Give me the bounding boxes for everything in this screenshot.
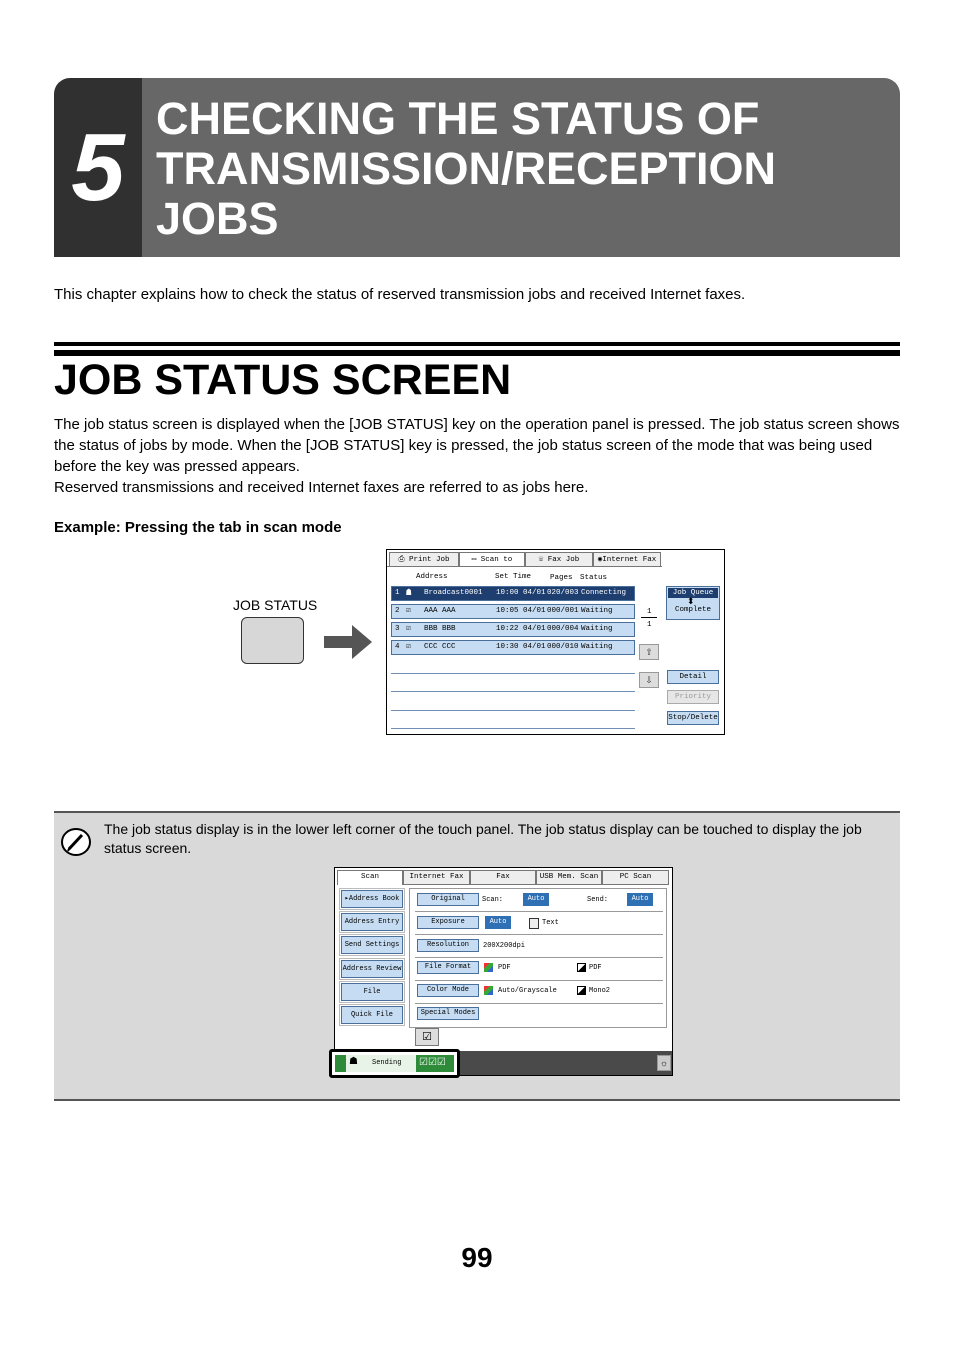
resolution-button[interactable]: Resolution xyxy=(417,939,479,952)
paragraph-2: Reserved transmissions and received Internet faxes are referred to as jobs here. xyxy=(54,479,589,496)
job-status-screen xyxy=(386,549,725,735)
empty-row-line xyxy=(391,691,635,692)
scan-mode-screen xyxy=(334,867,673,1076)
pencil-note-icon xyxy=(60,827,92,857)
page-total: 1 xyxy=(647,621,652,629)
tab-print-job[interactable]: ⎙ Print Job xyxy=(389,552,459,566)
arrow-down-icon: ⇩ xyxy=(645,675,653,685)
section-paragraph xyxy=(54,414,900,498)
scan-job-icon: ☑ xyxy=(406,643,411,651)
color-mode-value: Auto/Grayscale xyxy=(498,987,557,995)
send-label: Send: xyxy=(587,896,609,904)
pdf-color-label: PDF xyxy=(498,964,511,972)
tab-pc-scan[interactable]: PC Scan xyxy=(602,870,669,885)
mono-icon xyxy=(577,986,586,995)
address-review-button[interactable]: Address Review xyxy=(341,960,403,978)
queued-jobs-icon: ☑☑☑ xyxy=(419,1057,446,1068)
pdf-mono-label: PDF xyxy=(589,964,602,972)
resolution-value: 200X200dpi xyxy=(483,942,526,950)
empty-row-line xyxy=(391,728,635,729)
mono-mode-value: Mono2 xyxy=(589,987,611,995)
triangle-right-icon: ▸ xyxy=(344,895,349,903)
row-divider xyxy=(415,1003,663,1004)
chapter-title: CHECKING THE STATUS OF TRANSMISSION/RECEPTION JOBS xyxy=(156,93,777,244)
header-address: Address xyxy=(416,573,448,581)
page-current: 1 xyxy=(647,608,652,616)
fax-icon: ☏ xyxy=(538,556,544,564)
job-status-key-label: JOB STATUS xyxy=(233,597,318,613)
chapter-number: 5 xyxy=(71,114,125,221)
tab-usb-mem-scan[interactable]: USB Mem. Scan xyxy=(536,870,602,885)
tab-scan-to[interactable]: ▭ Scan to xyxy=(459,552,525,566)
row-divider xyxy=(415,934,663,935)
note-text: The job status display is in the lower left corner of the touch panel. The job status display can be touched to display the job status screen. xyxy=(104,821,862,856)
broadcast-icon: ☗ xyxy=(406,588,412,598)
detail-button[interactable]: Detail xyxy=(667,670,719,684)
file-format-button[interactable]: File Format xyxy=(417,961,479,974)
tab-scan[interactable]: Scan xyxy=(337,870,403,885)
chapter-title-box xyxy=(142,78,900,257)
tab-internet-fax[interactable]: ◉Internet Fax xyxy=(593,552,661,566)
file-button[interactable]: File xyxy=(341,983,403,1001)
empty-row-line xyxy=(391,673,635,674)
special-modes-button[interactable]: Special Modes xyxy=(417,1007,479,1020)
arrow-right-icon xyxy=(324,625,372,659)
queue-complete-toggle[interactable] xyxy=(666,586,720,620)
color-icon xyxy=(484,986,493,995)
text-label: Text xyxy=(542,919,559,927)
job-status-display[interactable] xyxy=(329,1049,460,1078)
page-divider xyxy=(641,617,657,618)
header-status: Status xyxy=(580,574,608,582)
broadcast-icon: ☗ xyxy=(349,1056,358,1067)
stop-delete-button[interactable]: Stop/Delete xyxy=(667,711,719,725)
scan-label: Scan: xyxy=(482,896,504,904)
quick-file-button[interactable]: Quick File xyxy=(341,1006,403,1024)
note-box xyxy=(54,811,900,1101)
job-status-key[interactable] xyxy=(241,617,304,664)
table-row[interactable]: 3 ☑ BBB BBB 10:22 04/01 000/004 Waiting xyxy=(391,622,635,637)
address-entry-button[interactable]: Address Entry xyxy=(341,913,403,931)
table-row[interactable]: 1 ☗ Broadcast0001 10:00 04/01 020/003 Connecting xyxy=(391,586,635,601)
paragraph-1: The job status screen is displayed when the [JOB STATUS] key on the operation panel is pressed. The job status screen shows the status of jobs by mode. When the [JOB STATUS] key is pressed, the job status screen of the mode that was being used before the key was pressed appears. xyxy=(54,416,900,475)
printer-icon: ⎙ xyxy=(398,556,405,564)
exposure-button[interactable]: Exposure xyxy=(417,916,479,929)
tab-fax-job[interactable]: ☏ Fax Job xyxy=(525,552,593,566)
globe-icon: ◉ xyxy=(597,556,603,564)
send-auto-badge: Auto xyxy=(627,893,653,906)
arrow-up-icon: ⇧ xyxy=(645,647,653,657)
complete-option[interactable]: Complete xyxy=(674,606,711,614)
scroll-up-button[interactable] xyxy=(639,644,659,660)
color-icon xyxy=(484,963,493,972)
priority-button[interactable]: Priority xyxy=(667,690,719,704)
table-row[interactable]: 4 ☑ CCC CCC 10:30 04/01 000/010 Waiting xyxy=(391,640,635,655)
section-title: JOB STATUS SCREEN xyxy=(54,356,512,404)
scroll-down-button[interactable] xyxy=(639,672,659,688)
scanner-icon: ▭ xyxy=(471,556,477,564)
address-book-button[interactable]: ▸Address Book xyxy=(341,890,403,908)
mono-icon xyxy=(577,963,586,972)
tab-internet-fax[interactable]: Internet Fax xyxy=(403,870,470,885)
send-settings-button[interactable]: Send Settings xyxy=(341,936,403,954)
tab-baseline xyxy=(387,566,662,567)
intro-text: This chapter explains how to check the status of reserved transmission jobs and received Internet faxes. xyxy=(54,286,746,303)
scan-auto-badge: Auto xyxy=(523,893,549,906)
header-set-time: Set Time xyxy=(495,573,532,581)
header-pages: Pages xyxy=(550,574,573,582)
section-rule xyxy=(54,342,900,346)
original-button[interactable]: Original xyxy=(417,893,479,906)
sending-label: Sending xyxy=(372,1059,402,1067)
empty-row-line xyxy=(391,710,635,711)
page-number: 99 xyxy=(461,1242,493,1273)
settings-gear-icon[interactable]: ☼ xyxy=(657,1055,671,1071)
text-document-icon xyxy=(529,918,539,929)
job-queue-option[interactable]: Job Queue xyxy=(668,588,718,598)
chapter-number-box xyxy=(54,78,142,257)
scan-job-icon: ☑ xyxy=(406,625,411,633)
preview-button[interactable] xyxy=(415,1028,439,1046)
color-mode-button[interactable]: Color Mode xyxy=(417,984,479,997)
scan-preview-icon: ☑ xyxy=(422,1031,432,1043)
job-status-progress xyxy=(335,1055,454,1072)
exposure-auto-badge: Auto xyxy=(485,916,511,929)
tab-fax[interactable]: Fax xyxy=(470,870,536,885)
example-heading: Example: Pressing the tab in scan mode xyxy=(54,519,342,536)
toggle-arrows-icon: ⬍ xyxy=(687,596,695,606)
row-divider xyxy=(415,911,663,912)
row-divider xyxy=(415,957,663,958)
scan-job-icon: ☑ xyxy=(406,607,411,615)
table-row[interactable]: 2 ☑ AAA AAA 10:05 04/01 000/001 Waiting xyxy=(391,604,635,619)
row-divider xyxy=(415,980,663,981)
